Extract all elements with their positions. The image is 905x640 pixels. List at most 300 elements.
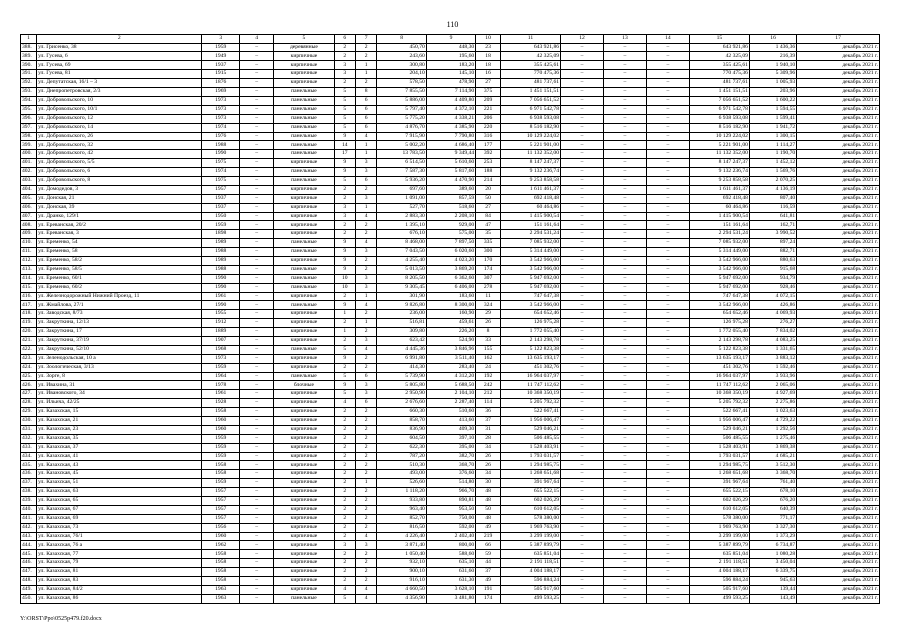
cell-residents: 278 <box>476 283 501 292</box>
cell-address: ул. Депутатская, 16/1 – 3 <box>37 79 202 88</box>
cell-cost-per-sqm: 1 600,22 <box>749 96 796 105</box>
cell-row-number: 425. <box>21 372 37 381</box>
cell-entrances: 4 <box>355 239 376 248</box>
cell-year-built: 1958 <box>202 470 240 479</box>
cell-row-number: 407. <box>21 212 37 221</box>
column-number-2: 2 <box>37 35 202 44</box>
cell-col-12: – <box>561 292 604 301</box>
cell-col-12: – <box>561 594 604 603</box>
cell-year-built: 1989 <box>202 239 240 248</box>
cell-address: ул. Ивахина, 31 <box>37 381 202 390</box>
cell-cost-per-sqm: 934,79 <box>749 274 796 283</box>
cell-col-12: – <box>561 532 604 541</box>
cell-col-13: – <box>603 585 646 594</box>
cell-address: ул. Казахская, 63 <box>37 488 202 497</box>
cell-total-area: 7 915,90 <box>377 132 426 141</box>
cell-year-built: 1959 <box>202 43 240 52</box>
cell-residents: 16 <box>476 70 501 79</box>
table-row <box>21 363 880 372</box>
cell-wall-material: кирпичные <box>274 514 334 523</box>
cell-completion-date: декабрь 2021 г. <box>797 470 880 479</box>
cell-total-area: 5 886,00 <box>377 96 426 105</box>
cell-completion-date: декабрь 2021 г. <box>797 328 880 337</box>
cell-col-4: – <box>240 470 274 479</box>
cell-residents: 316 <box>476 132 501 141</box>
cell-living-area: 953,50 <box>426 505 475 514</box>
table-row <box>21 514 880 523</box>
cell-row-number: 402. <box>21 168 37 177</box>
cell-living-area: 2 208,10 <box>426 212 475 221</box>
cell-residents: 174 <box>476 594 501 603</box>
cell-entrances: 3 <box>355 248 376 257</box>
cell-living-area: 5 817,60 <box>426 168 475 177</box>
cell-col-14: – <box>646 105 689 114</box>
cell-floors: 2 <box>334 434 355 443</box>
cell-year-built: 1974 <box>202 168 240 177</box>
cell-col-4: – <box>240 443 274 452</box>
cell-year-built: 1959 <box>202 221 240 230</box>
cell-floors: 5 <box>334 123 355 132</box>
cell-repair-cost: 5 947 692,00 <box>500 274 560 283</box>
cell-row-number: 389. <box>21 52 37 61</box>
cell-wall-material: кирпичные <box>274 212 334 221</box>
cell-year-built: 1949 <box>202 52 240 61</box>
cell-living-area: 5 610,60 <box>426 159 475 168</box>
cell-year-built: 1937 <box>202 203 240 212</box>
cell-col-14: – <box>646 248 689 257</box>
cell-total-area: 852,70 <box>377 514 426 523</box>
cell-col-13: – <box>603 88 646 97</box>
cell-wall-material: кирпичные <box>274 363 334 372</box>
cell-residents: 11 <box>476 292 501 301</box>
cell-cost-per-sqm: 4 729,22 <box>749 417 796 426</box>
cell-col-13: – <box>603 248 646 257</box>
cell-address: ул. Ереванская, 20/2 <box>37 221 202 230</box>
cell-year-built: 1915 <box>202 70 240 79</box>
cell-repair-cost: 11 747 112,62 <box>500 381 560 390</box>
cell-row-number: 445. <box>21 550 37 559</box>
cell-completion-date: декабрь 2021 г. <box>797 88 880 97</box>
table-row <box>21 399 880 408</box>
cell-residents: 37 <box>476 417 501 426</box>
cell-entrances: 1 <box>355 150 376 159</box>
cell-entrances: 1 <box>355 319 376 328</box>
cell-year-built: 1973 <box>202 105 240 114</box>
cell-col-12: – <box>561 461 604 470</box>
cell-wall-material: кирпичные <box>274 61 334 70</box>
cell-address: ул. Добровольского, 10/1 <box>37 105 202 114</box>
cell-total-cost: 2 294 531,24 <box>689 230 749 239</box>
cell-col-4: – <box>240 372 274 381</box>
cell-total-cost: 1 268 651,68 <box>689 470 749 479</box>
cell-completion-date: декабрь 2021 г. <box>797 52 880 61</box>
cell-col-13: – <box>603 176 646 185</box>
cell-total-cost: 451 302,76 <box>689 363 749 372</box>
cell-entrances: 6 <box>355 123 376 132</box>
cell-col-4: – <box>240 550 274 559</box>
cell-floors: 9 <box>334 354 355 363</box>
cell-col-4: – <box>240 523 274 532</box>
cell-entrances: 1 <box>355 479 376 488</box>
cell-cost-per-sqm: 3 512,30 <box>749 461 796 470</box>
cell-row-number: 417. <box>21 301 37 310</box>
cell-col-12: – <box>561 328 604 337</box>
cell-living-area: 6 406,00 <box>426 283 475 292</box>
cell-entrances: 2 <box>355 43 376 52</box>
cell-col-4: – <box>240 399 274 408</box>
cell-address: ул. Казахская, 51 <box>37 479 202 488</box>
table-row <box>21 523 880 532</box>
cell-wall-material: кирпичные <box>274 203 334 212</box>
cell-residents: 177 <box>476 141 501 150</box>
cell-col-14: – <box>646 594 689 603</box>
cell-col-14: – <box>646 141 689 150</box>
cell-wall-material: кирпичные <box>274 230 334 239</box>
cell-total-cost: 643 921,86 <box>689 43 749 52</box>
cell-col-14: – <box>646 523 689 532</box>
table-row <box>21 52 880 61</box>
cell-wall-material: кирпичные <box>274 328 334 337</box>
cell-row-number: 446. <box>21 559 37 568</box>
cell-col-14: – <box>646 505 689 514</box>
cell-row-number: 449. <box>21 585 37 594</box>
cell-col-12: – <box>561 194 604 203</box>
cell-living-area: 8 300,00 <box>426 301 475 310</box>
cell-col-4: – <box>240 168 274 177</box>
cell-total-cost: 8 516 182,90 <box>689 123 749 132</box>
cell-completion-date: декабрь 2021 г. <box>797 123 880 132</box>
cell-row-number: 394. <box>21 96 37 105</box>
cell-repair-cost: 499 593,25 <box>500 594 560 603</box>
cell-col-12: – <box>561 514 604 523</box>
cell-residents: 191 <box>476 585 501 594</box>
cell-floors: 5 <box>334 345 355 354</box>
cell-total-cost: 1 793 031,57 <box>689 452 749 461</box>
cell-col-12: – <box>561 505 604 514</box>
table-row <box>21 532 880 541</box>
cell-total-cost: 654 652,46 <box>689 310 749 319</box>
cell-wall-material: кирпичные <box>274 479 334 488</box>
cell-residents: 162 <box>476 354 501 363</box>
cell-repair-cost: 3 542 966,00 <box>500 256 560 265</box>
cell-repair-cost: 126 975,28 <box>500 319 560 328</box>
cell-address: ул. Еременко, 58 <box>37 248 202 257</box>
cell-residents: 31 <box>476 425 501 434</box>
cell-completion-date: декабрь 2021 г. <box>797 310 880 319</box>
cell-col-14: – <box>646 559 689 568</box>
cell-total-area: 4 356,90 <box>377 594 426 603</box>
cell-total-area: 5 775,20 <box>377 114 426 123</box>
cell-repair-cost: 5 314 449,00 <box>500 248 560 257</box>
cell-cost-per-sqm: 1 436,36 <box>749 43 796 52</box>
cell-repair-cost: 151 161,64 <box>500 221 560 230</box>
cell-col-4: – <box>240 408 274 417</box>
cell-cost-per-sqm: 1 005,93 <box>749 79 796 88</box>
cell-residents: 174 <box>476 265 501 274</box>
table-row <box>21 417 880 426</box>
cell-col-12: – <box>561 345 604 354</box>
cell-entrances: 1 <box>355 203 376 212</box>
cell-residents: 27 <box>476 203 501 212</box>
cell-floors: 3 <box>334 70 355 79</box>
cell-year-built: 1989 <box>202 256 240 265</box>
cell-living-area: 800,00 <box>426 541 475 550</box>
cell-total-area: 4 660,50 <box>377 585 426 594</box>
cell-col-13: – <box>603 417 646 426</box>
cell-row-number: 390. <box>21 61 37 70</box>
cell-living-area: 2 287,40 <box>426 399 475 408</box>
cell-address: ул. Добровольского, 8 <box>37 176 202 185</box>
cell-col-12: – <box>561 417 604 426</box>
cell-entrances: 1 <box>355 141 376 150</box>
cell-total-cost: 5 221 901,00 <box>689 141 749 150</box>
cell-entrances: 2 <box>355 408 376 417</box>
cell-wall-material: кирпичные <box>274 70 334 79</box>
cell-year-built: 1969 <box>202 88 240 97</box>
cell-row-number: 438. <box>21 488 37 497</box>
cell-total-area: 787,20 <box>377 452 426 461</box>
cell-col-13: – <box>603 43 646 52</box>
cell-col-14: – <box>646 230 689 239</box>
cell-completion-date: декабрь 2021 г. <box>797 168 880 177</box>
cell-completion-date: декабрь 2021 г. <box>797 265 880 274</box>
cell-col-13: – <box>603 256 646 265</box>
column-number-10: 10 <box>476 35 501 44</box>
cell-address: ул. Зоологическая, 3/13 <box>37 363 202 372</box>
cell-row-number: 409. <box>21 230 37 239</box>
column-number-15: 15 <box>689 35 749 44</box>
cell-col-13: – <box>603 577 646 586</box>
cell-col-13: – <box>603 70 646 79</box>
cell-total-area: 900,10 <box>377 568 426 577</box>
table-row <box>21 230 880 239</box>
cell-cost-per-sqm: 807,40 <box>749 194 796 203</box>
cell-total-cost: 635 851,04 <box>689 550 749 559</box>
column-number-4: 4 <box>240 35 274 44</box>
cell-col-13: – <box>603 408 646 417</box>
cell-col-4: – <box>240 141 274 150</box>
cell-cost-per-sqm: 3 368,70 <box>749 470 796 479</box>
cell-col-14: – <box>646 577 689 586</box>
cell-residents: 44 <box>476 559 501 568</box>
cell-repair-cost: 2 143 298,78 <box>500 336 560 345</box>
cell-year-built: 1976 <box>202 132 240 141</box>
cell-residents: 59 <box>476 550 501 559</box>
cell-col-4: – <box>240 559 274 568</box>
cell-floors: 10 <box>334 274 355 283</box>
cell-row-number: 403. <box>21 176 37 185</box>
cell-row-number: 412. <box>21 256 37 265</box>
cell-wall-material: кирпичные <box>274 523 334 532</box>
cell-residents: 219 <box>476 532 501 541</box>
cell-year-built: 1950 <box>202 212 240 221</box>
cell-residents: 34 <box>476 470 501 479</box>
cell-cost-per-sqm: 1 452,12 <box>749 159 796 168</box>
cell-total-cost: 1 969 763,90 <box>689 523 749 532</box>
cell-col-4: – <box>240 488 274 497</box>
cell-wall-material: панельные <box>274 594 334 603</box>
column-number-1: 1 <box>21 35 37 44</box>
cell-living-area: 9 349,44 <box>426 150 475 159</box>
table-row <box>21 479 880 488</box>
cell-address: ул. Ивановского, 34 <box>37 390 202 399</box>
cell-col-4: – <box>240 203 274 212</box>
cell-col-4: – <box>240 310 274 319</box>
cell-repair-cost: 6 971 542,78 <box>500 105 560 114</box>
cell-floors: 2 <box>334 43 355 52</box>
cell-cost-per-sqm: 1 331,65 <box>749 345 796 354</box>
cell-col-12: – <box>561 274 604 283</box>
cell-living-area: 4 023,20 <box>426 256 475 265</box>
cell-col-13: – <box>603 497 646 506</box>
cell-col-4: – <box>240 461 274 470</box>
cell-floors: 9 <box>334 265 355 274</box>
cell-repair-cost: 635 851,04 <box>500 550 560 559</box>
cell-cost-per-sqm: 2 065,06 <box>749 381 796 390</box>
cell-col-14: – <box>646 319 689 328</box>
cell-residents: 37 <box>476 568 501 577</box>
cell-col-4: – <box>240 336 274 345</box>
cell-total-area: 493,00 <box>377 470 426 479</box>
cell-row-number: 423. <box>21 354 37 363</box>
cell-floors: 2 <box>334 79 355 88</box>
cell-col-14: – <box>646 336 689 345</box>
cell-col-12: – <box>561 301 604 310</box>
cell-col-13: – <box>603 381 646 390</box>
cell-entrances: 4 <box>355 345 376 354</box>
cell-col-14: – <box>646 310 689 319</box>
cell-col-13: – <box>603 292 646 301</box>
cell-total-cost: 3 299 199,00 <box>689 532 749 541</box>
cell-row-number: 440. <box>21 505 37 514</box>
cell-repair-cost: 655 522,15 <box>500 488 560 497</box>
cell-total-cost: 481 737,61 <box>689 79 749 88</box>
cell-cost-per-sqm: 641,81 <box>749 212 796 221</box>
table-row <box>21 372 880 381</box>
cell-total-area: 414,30 <box>377 363 426 372</box>
cell-year-built: 1988 <box>202 141 240 150</box>
cell-total-cost: 391 967,64 <box>689 479 749 488</box>
cell-col-12: – <box>561 363 604 372</box>
cell-floors: 5 <box>334 594 355 603</box>
cell-col-14: – <box>646 363 689 372</box>
cell-cost-per-sqm: 162,71 <box>749 221 796 230</box>
cell-total-area: 450,70 <box>377 43 426 52</box>
cell-floors: 2 <box>334 514 355 523</box>
cell-total-area: 309,80 <box>377 328 426 337</box>
cell-row-number: 398. <box>21 132 37 141</box>
cell-residents: 214 <box>476 176 501 185</box>
cell-repair-cost: 10 129 224,02 <box>500 132 560 141</box>
cell-residents: 26 <box>476 319 501 328</box>
cell-col-13: – <box>603 150 646 159</box>
table-row <box>21 96 880 105</box>
cell-row-number: 437. <box>21 479 37 488</box>
cell-total-area: 1 050,40 <box>377 550 426 559</box>
cell-wall-material: кирпичные <box>274 585 334 594</box>
cell-address: ул. Еременко, 58/5 <box>37 265 202 274</box>
cell-entrances: 2 <box>355 230 376 239</box>
cell-repair-cost: 1 268 651,68 <box>500 470 560 479</box>
cell-col-14: – <box>646 381 689 390</box>
cell-residents: 27 <box>476 79 501 88</box>
cell-completion-date: декабрь 2021 г. <box>797 292 880 301</box>
cell-total-area: 526,60 <box>377 479 426 488</box>
cell-col-12: – <box>561 221 604 230</box>
table-row <box>21 176 880 185</box>
cell-living-area: 524,90 <box>426 336 475 345</box>
cell-entrances: 2 <box>355 363 376 372</box>
cell-repair-cost: 42 325,09 <box>500 52 560 61</box>
cell-wall-material: кирпичные <box>274 292 334 301</box>
cell-wall-material: кирпичные <box>274 550 334 559</box>
cell-row-number: 439. <box>21 497 37 506</box>
column-number-8: 8 <box>377 35 426 44</box>
cell-living-area: 510,60 <box>426 408 475 417</box>
cell-living-area: 395,00 <box>426 443 475 452</box>
cell-entrances: 8 <box>355 88 376 97</box>
cell-col-12: – <box>561 399 604 408</box>
cell-row-number: 433. <box>21 443 37 452</box>
cell-wall-material: кирпичные <box>274 79 334 88</box>
cell-completion-date: декабрь 2021 г. <box>797 372 880 381</box>
cell-repair-cost: 3 542 966,00 <box>500 265 560 274</box>
cell-entrances: 1 <box>355 70 376 79</box>
cell-repair-cost: 654 652,46 <box>500 310 560 319</box>
cell-completion-date: декабрь 2021 г. <box>797 479 880 488</box>
cell-completion-date: декабрь 2021 г. <box>797 550 880 559</box>
cell-col-14: – <box>646 159 689 168</box>
cell-address: ул. Казахская, 65 <box>37 497 202 506</box>
cell-col-14: – <box>646 88 689 97</box>
cell-wall-material: панельные <box>274 168 334 177</box>
cell-floors: 17 <box>334 150 355 159</box>
cell-entrances: 2 <box>355 417 376 426</box>
cell-completion-date: декабрь 2021 г. <box>797 434 880 443</box>
cell-col-14: – <box>646 479 689 488</box>
cell-cost-per-sqm: 3 883,12 <box>749 354 796 363</box>
cell-col-13: – <box>603 301 646 310</box>
cell-total-area: 5 002,20 <box>377 141 426 150</box>
cell-year-built: 1973 <box>202 114 240 123</box>
cell-total-area: 8 205,50 <box>377 274 426 283</box>
cell-address: ул. Закруткина, 52/10 <box>37 345 202 354</box>
cell-col-4: – <box>240 239 274 248</box>
cell-cost-per-sqm: 2 275,86 <box>749 399 796 408</box>
cell-completion-date: декабрь 2021 г. <box>797 399 880 408</box>
cell-row-number: 447. <box>21 568 37 577</box>
cell-total-cost: 42 325,09 <box>689 52 749 61</box>
cell-residents: 221 <box>476 105 501 114</box>
cell-cost-per-sqm: 771,17 <box>749 514 796 523</box>
cell-address: ул. Гусева, 69 <box>37 61 202 70</box>
cell-residents: 47 <box>476 221 501 230</box>
cell-wall-material: панельные <box>274 123 334 132</box>
cell-wall-material: кирпичные <box>274 532 334 541</box>
cell-wall-material: кирпичные <box>274 461 334 470</box>
cell-year-built: 1958 <box>202 568 240 577</box>
cell-total-area: 5 739,90 <box>377 372 426 381</box>
cell-completion-date: декабрь 2021 г. <box>797 283 880 292</box>
cell-col-4: – <box>240 381 274 390</box>
cell-entrances: 4 <box>355 594 376 603</box>
cell-living-area: 413,60 <box>426 417 475 426</box>
cell-year-built: 1973 <box>202 96 240 105</box>
cell-completion-date: декабрь 2021 г. <box>797 248 880 257</box>
cell-col-12: – <box>561 336 604 345</box>
cell-col-14: – <box>646 470 689 479</box>
cell-row-number: 388. <box>21 43 37 52</box>
